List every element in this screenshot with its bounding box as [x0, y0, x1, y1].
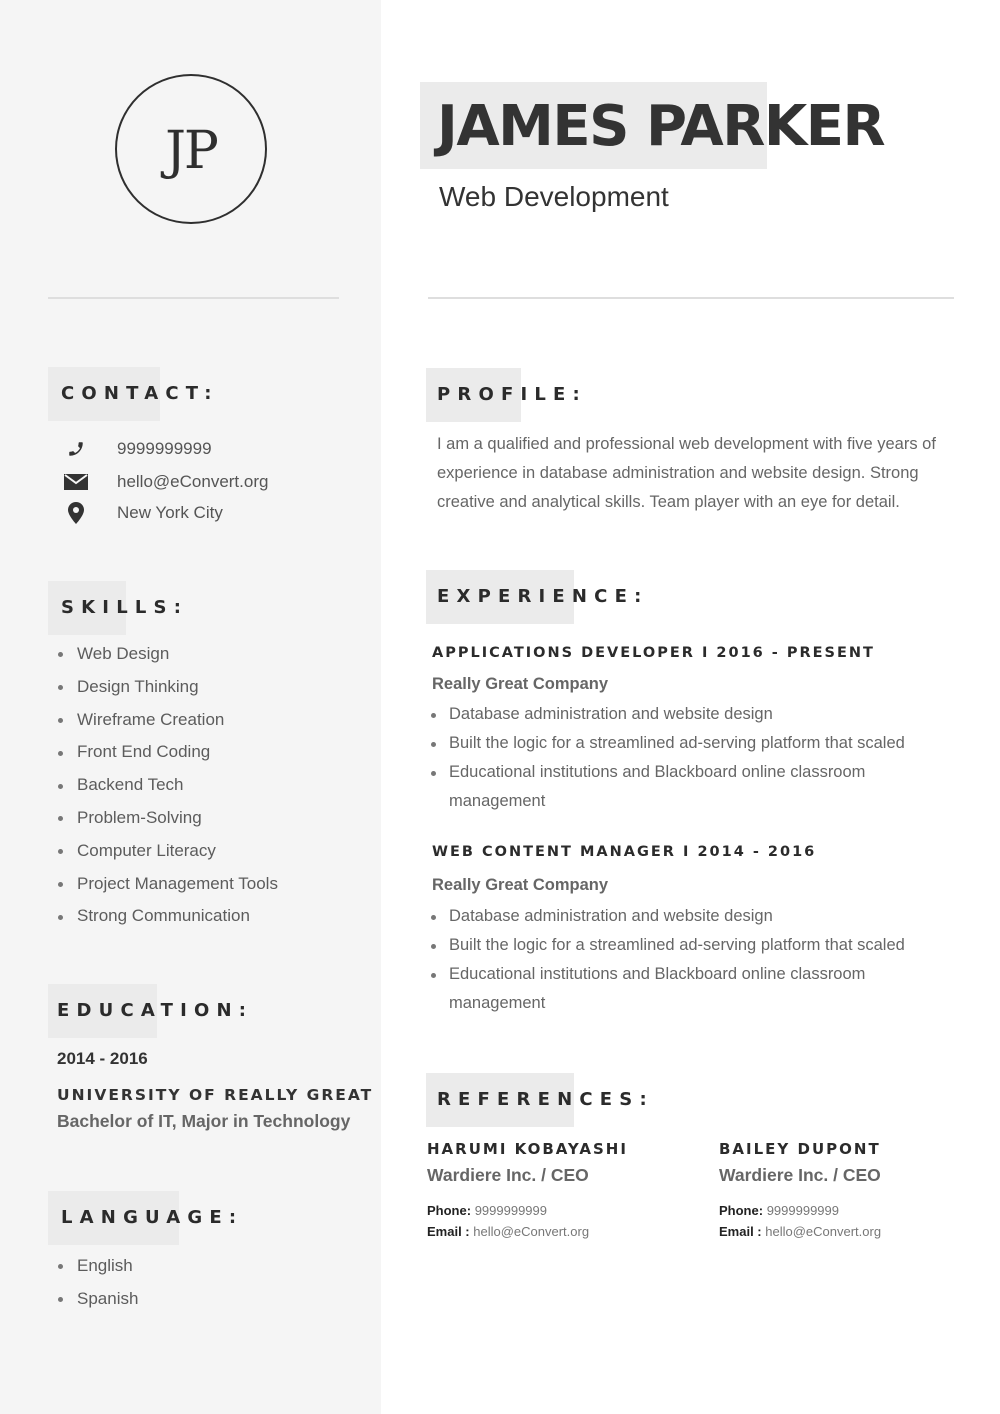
reference-phone: Phone: 9999999999 [427, 1203, 547, 1218]
job-bullet: Database administration and website design [429, 700, 959, 729]
contact-email [60, 470, 269, 494]
reference-card [719, 1140, 979, 1242]
job-company: Really Great Company [432, 876, 609, 894]
reference-role: Wardiere Inc. / CEO [719, 1165, 881, 1185]
job-bullet: Educational institutions and Blackboard online classroom management [429, 758, 929, 816]
contact-phone [60, 437, 212, 461]
reference-name: BAILEY DUPONT [719, 1140, 881, 1158]
skill-item: Web Design [57, 638, 278, 671]
job-bullet: Database administration and website design [429, 902, 959, 931]
reference-email: Email : hello@eConvert.org [427, 1224, 590, 1239]
candidate-name: JAMES PARKER [437, 94, 885, 159]
language-item: Spanish [57, 1283, 138, 1316]
contact-location [60, 501, 223, 525]
candidate-title: Web Development [439, 181, 669, 212]
skill-item: Project Management Tools [57, 868, 278, 901]
education-degree: Bachelor of IT, Major in Technology [57, 1111, 351, 1131]
skill-item: Backend Tech [57, 769, 278, 802]
phone-icon [60, 438, 92, 460]
job-bullets [429, 902, 959, 1018]
skills-list [57, 638, 278, 933]
job-bullet: Built the logic for a streamlined ad-serving platform that scaled [429, 931, 959, 960]
reference-card [427, 1140, 687, 1242]
skill-item: Wireframe Creation [57, 704, 278, 737]
reference-phone: Phone: 9999999999 [719, 1203, 839, 1218]
job-bullet: Educational institutions and Blackboard online classroom management [429, 960, 929, 1018]
sidebar-divider [48, 297, 339, 299]
job-bullet: Built the logic for a streamlined ad-serving platform that scaled [429, 729, 959, 758]
language-list [57, 1250, 138, 1315]
job-title: WEB CONTENT MANAGER I 2014 - 2016 [432, 844, 817, 860]
mail-icon [60, 471, 92, 493]
job-bullets [429, 700, 959, 816]
reference-name: HARUMI KOBAYASHI [427, 1140, 628, 1158]
reference-role: Wardiere Inc. / CEO [427, 1165, 589, 1185]
job-company: Really Great Company [432, 675, 609, 693]
contact-phone-text: 9999999999 [117, 439, 212, 458]
reference-email: Email : hello@eConvert.org [719, 1224, 882, 1239]
education-school: UNIVERSITY OF REALLY GREAT [57, 1086, 374, 1104]
skill-item: Strong Communication [57, 900, 278, 933]
monogram-text: JP [165, 121, 217, 181]
education-years: 2014 - 2016 [57, 1049, 148, 1068]
skill-item: Design Thinking [57, 671, 278, 704]
language-item: English [57, 1250, 138, 1283]
contact-location-text: New York City [117, 503, 223, 522]
location-pin-icon [60, 502, 92, 524]
monogram-badge [115, 74, 267, 224]
skill-item: Computer Literacy [57, 835, 278, 868]
profile-text: I am a qualified and professional web development with five years of experience in database administration and website design. Strong creative and analytical skills. Team player with an eye for detail. [437, 435, 936, 511]
skill-item: Front End Coding [57, 736, 278, 769]
skill-item: Problem-Solving [57, 802, 278, 835]
contact-email-text: hello@eConvert.org [117, 472, 269, 491]
main-divider [428, 297, 954, 299]
job-title: APPLICATIONS DEVELOPER I 2016 - PRESENT [432, 645, 875, 661]
